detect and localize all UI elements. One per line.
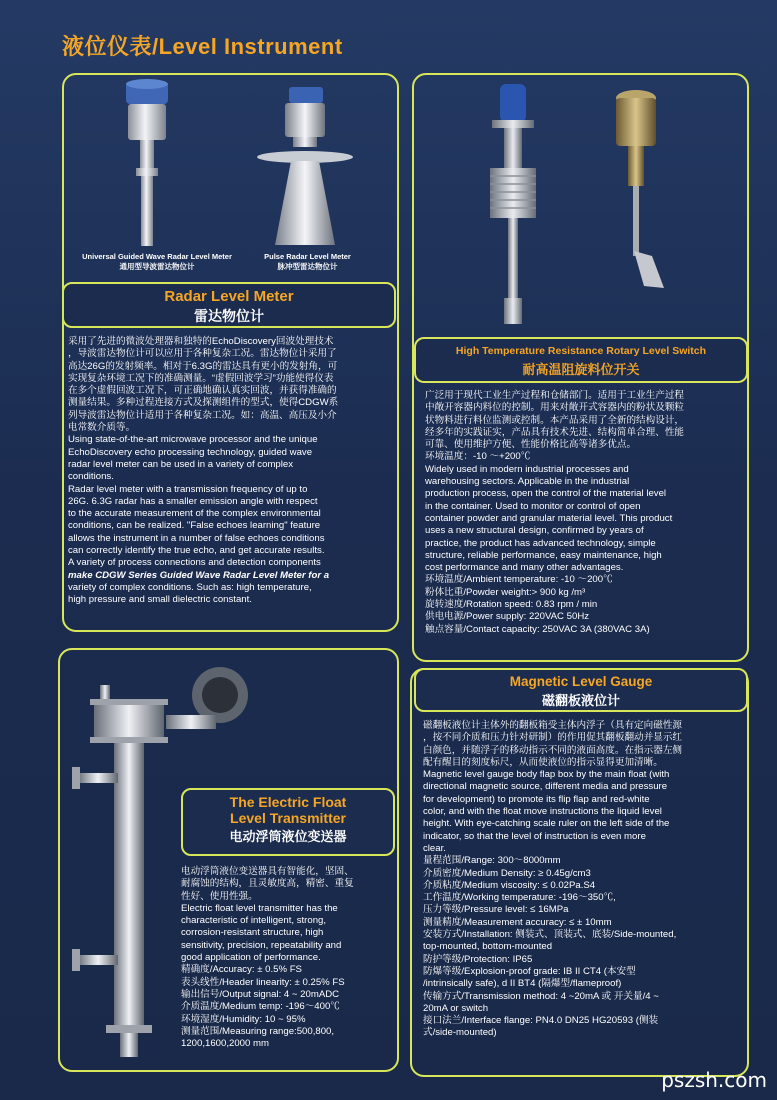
float-title-en-1: The Electric Float xyxy=(229,794,347,810)
text-line: radar level meter can be used in a variety of complex xyxy=(68,458,294,470)
text-line: 1200,1600,2000 mm xyxy=(181,1038,270,1050)
text-line: 触点容量/Contact capacity: 250VAC 3A (380VAC 3A) xyxy=(425,623,650,635)
text-line: 表头线性/Header linearity: ± 0.25% FS xyxy=(181,976,345,988)
pulse-radar-caption xyxy=(250,252,365,272)
text-line: height. With eye-catching scale ruler on the left side of the xyxy=(423,818,670,830)
text-line: warehousing sectors. Applicable in the industrial xyxy=(425,476,630,488)
caption-cn: 脉冲型雷达物位计 xyxy=(277,262,338,271)
text-line: 可靠、使用维护方便、性能价格比高等诸多优点。 xyxy=(425,439,637,451)
text-line: 防爆等级/Explosion-proof grade: IB II CT4 (本安型 xyxy=(423,965,636,977)
text-line: 中敞开容器内料位的控制。用来对敞开式容器内的粉状及颗粒 xyxy=(425,402,685,414)
text-line: 性好、使用性强。 xyxy=(181,890,258,902)
magnetic-title-cn: 磁翻板液位计 xyxy=(541,693,620,708)
text-line: 测量结果。多种过程连接方式及探测组件的型式，使得CDGW系 xyxy=(68,397,339,409)
text-line: 状物料进行料位监测或控制。本产品采用了全新的结构设计， xyxy=(425,414,685,426)
rotary-switch-image-1 xyxy=(478,80,548,330)
text-line: 列导波雷达物位计适用于各种复杂工况。如：高温、高压及小介 xyxy=(68,409,337,421)
text-line: 配有醒目的刻度标尺，从而使液位的指示显得更加清晰。 xyxy=(423,756,663,768)
text-line: directional magnetic source, different media and pressure xyxy=(423,781,668,793)
float-title-box xyxy=(181,788,395,856)
radar-title-cn: 雷达物位计 xyxy=(194,308,264,324)
caption-cn: 通用型导波雷达物位计 xyxy=(119,262,195,271)
pulse-radar-image xyxy=(255,85,355,250)
magnetic-description xyxy=(423,720,741,1040)
float-title-en-2: Level Transmitter xyxy=(230,810,346,826)
radar-title-box xyxy=(62,282,396,328)
text-line: 20mA or switch xyxy=(423,1002,489,1014)
page-title: 液位仪表/Level Instrument xyxy=(62,34,343,59)
text-line: 防护等级/Protection: IP65 xyxy=(423,953,533,965)
float-description xyxy=(181,866,391,1050)
text-line: 供电电源/Power supply: 220VAC 50Hz xyxy=(425,611,590,623)
text-line: 在多个虚假回波工况下，可正确地确认真实回波，并获得准确的 xyxy=(68,385,337,397)
text-line: indicator, so that the level of instruction is even more xyxy=(423,830,646,842)
text-line: for development) to promote its flip flap and red-white xyxy=(423,793,650,805)
radar-title-en: Radar Level Meter xyxy=(164,288,294,305)
magnetic-title-en: Magnetic Level Gauge xyxy=(509,674,653,689)
text-line: make CDGW Series Guided Wave Radar Level Meter for a xyxy=(68,569,330,581)
text-line: A variety of process connections and detection components xyxy=(68,557,321,569)
guided-wave-caption xyxy=(72,252,242,272)
text-line: 精确度/Accuracy: ± 0.5% FS xyxy=(181,964,302,976)
rotary-title-en: High Temperature Resistance Rotary Level Switch xyxy=(455,345,707,357)
text-line: 磁翻板液位计主体外的翻板箱受主体内浮子（具有定向磁性源 xyxy=(423,720,683,731)
text-line: 量程范围/Range: 300～8000mm xyxy=(423,855,561,867)
text-line: ，导波雷达物位计可以应用于各种复杂工况。雷达物位计采用了 xyxy=(68,348,337,360)
text-line: 旋转速度/Rotation speed: 0.83 rpm / min xyxy=(425,599,598,611)
caption-en: Universal Guided Wave Radar Level Meter xyxy=(82,252,232,261)
text-line: cost performance and many other advantages. xyxy=(425,562,624,574)
text-line: color, and with the float move instructions the liquid level xyxy=(423,806,662,818)
text-line: 环境温度/Ambient temperature: -10 ～200℃ xyxy=(425,574,613,586)
text-line: container powder and granular material level. This product xyxy=(425,512,673,524)
text-line: 介质密度/Medium Density: ≥ 0.45g/cm3 xyxy=(423,867,591,879)
text-line: 测量精度/Measurement accuracy: ≤ ± 10mm xyxy=(423,916,612,928)
text-line: allows the instrument in a number of false echoes conditions xyxy=(68,532,325,544)
watermark: pszsh.com xyxy=(661,1068,767,1092)
text-line: conditions, can be realized. "False echoes learning" feature xyxy=(68,520,321,532)
text-line: 耐腐蚀的结构，且灵敏度高，精密、重复 xyxy=(181,878,354,890)
text-line: conditions. xyxy=(68,471,114,483)
text-line: Radar level meter with a transmission frequency of up to xyxy=(68,483,308,495)
text-line: ，按不同介质和压力针对研制）的作用促其翻板翻动并显示红 xyxy=(423,732,683,744)
text-line: top-mounted, bottom-mounted xyxy=(423,941,553,953)
text-line: 采用了先进的微波处理器和独特的EchoDiscovery回波处理技术 xyxy=(68,336,334,347)
text-line: structure, reliable performance, easy maintenance, high xyxy=(425,549,662,561)
text-line: uses a new structural design, confirmed by years of xyxy=(425,525,644,537)
text-line: Using state-of-the-art microwave processor and the unique xyxy=(68,434,318,446)
text-line: 安装方式/Installation: 侧装式、顶装式、底装/Side-mounted, xyxy=(423,929,677,941)
radar-description xyxy=(68,336,393,607)
text-line: 工作温度/Working temperature: -196～350℃, xyxy=(423,892,616,904)
text-line: 经多年的实践证实，产品具有技术先进、结构简单合理、性能 xyxy=(425,426,685,438)
text-line: practice, the product has advanced technology, simple xyxy=(425,537,656,549)
text-line: Magnetic level gauge body flap box by the main float (with xyxy=(423,769,670,781)
text-line: 测量范围/Measuring range:500,800, xyxy=(181,1025,335,1037)
float-title-cn: 电动浮筒液位变送器 xyxy=(229,829,347,844)
text-line: can correctly identify the true echo, and get accurate results. xyxy=(68,545,325,557)
text-line: 广泛用于现代工业生产过程和仓储部门。适用于工业生产过程 xyxy=(425,390,685,401)
magnetic-title-box xyxy=(414,668,748,712)
text-line: Widely used in modern industrial processes and xyxy=(425,463,629,475)
text-line: Electric float level transmitter has the xyxy=(181,902,338,914)
text-line: 接口法兰/Interface flange: PN4.0 DN25 HG20593 (侧装 xyxy=(423,1015,659,1027)
rotary-description xyxy=(425,390,743,636)
text-line: 电常数介质等。 xyxy=(68,422,136,434)
text-line: clear. xyxy=(423,842,446,854)
text-line: 介质粘度/Medium viscosity: ≤ 0.02Pa.S4 xyxy=(423,879,596,891)
text-line: 压力等级/Pressure level: ≤ 16MPa xyxy=(423,904,569,916)
text-line: 电动浮筒液位变送器具有智能化，坚固、 xyxy=(181,866,354,877)
text-line: to the accurate measurement of the complex environmental xyxy=(68,508,321,520)
text-line: 实现复杂环境工况下的准确测量。“虚假回波学习”功能使得仪表 xyxy=(68,372,334,384)
text-line: corrosion-resistant structure, high xyxy=(181,927,324,939)
text-line: /intrinsically safe), d II BT4 (隔爆型/flameproof) xyxy=(423,978,622,990)
caption-en: Pulse Radar Level Meter xyxy=(264,252,351,261)
text-line: characteristic of intelligent, strong, xyxy=(181,915,327,927)
text-line: EchoDiscovery echo processing technology, guided wave xyxy=(68,446,313,458)
rotary-title-cn: 耐高温阻旋料位开关 xyxy=(522,362,640,377)
text-line: 输出信号/Output signal: 4 ~ 20mADC xyxy=(181,988,340,1000)
rotary-title-box xyxy=(414,337,748,383)
guided-wave-radar-image xyxy=(112,78,182,250)
text-line: production process, open the control of the material level xyxy=(425,488,667,500)
text-line: 环境湿度/Humidity: 10 ~ 95% xyxy=(181,1013,306,1025)
text-line: 式/side-mounted) xyxy=(423,1027,497,1039)
text-line: 26G. 6.3G radar has a smaller emission angle with respect xyxy=(68,495,318,507)
text-line: 传输方式/Transmission method: 4 ~20mA 或 开关量/4 ~ xyxy=(423,990,659,1002)
text-line: variety of complex conditions. Such as: high temperature, xyxy=(68,581,312,593)
text-line: 粉体比重/Powder weight:> 900 kg /m³ xyxy=(425,586,586,598)
text-line: good application of performance. xyxy=(181,952,321,964)
text-line: in the container. Used to monitor or control of open xyxy=(425,500,641,512)
text-line: sensitivity, precision, repeatability and xyxy=(181,939,342,951)
text-line: 环境温度：-10 ～+200℃ xyxy=(425,451,531,463)
text-line: 高达26G的发射频率。相对于6.3G的雷达具有更小的发射角，可 xyxy=(68,360,338,372)
rotary-switch-image-2 xyxy=(608,86,668,291)
text-line: 介质温度/Medium temp: -196～400℃ xyxy=(181,1001,340,1013)
text-line: high pressure and small dielectric constant. xyxy=(68,594,252,606)
text-line: 白颜色，并随浮子的移动指示不同的液面高度。在指示器左侧 xyxy=(423,744,683,756)
